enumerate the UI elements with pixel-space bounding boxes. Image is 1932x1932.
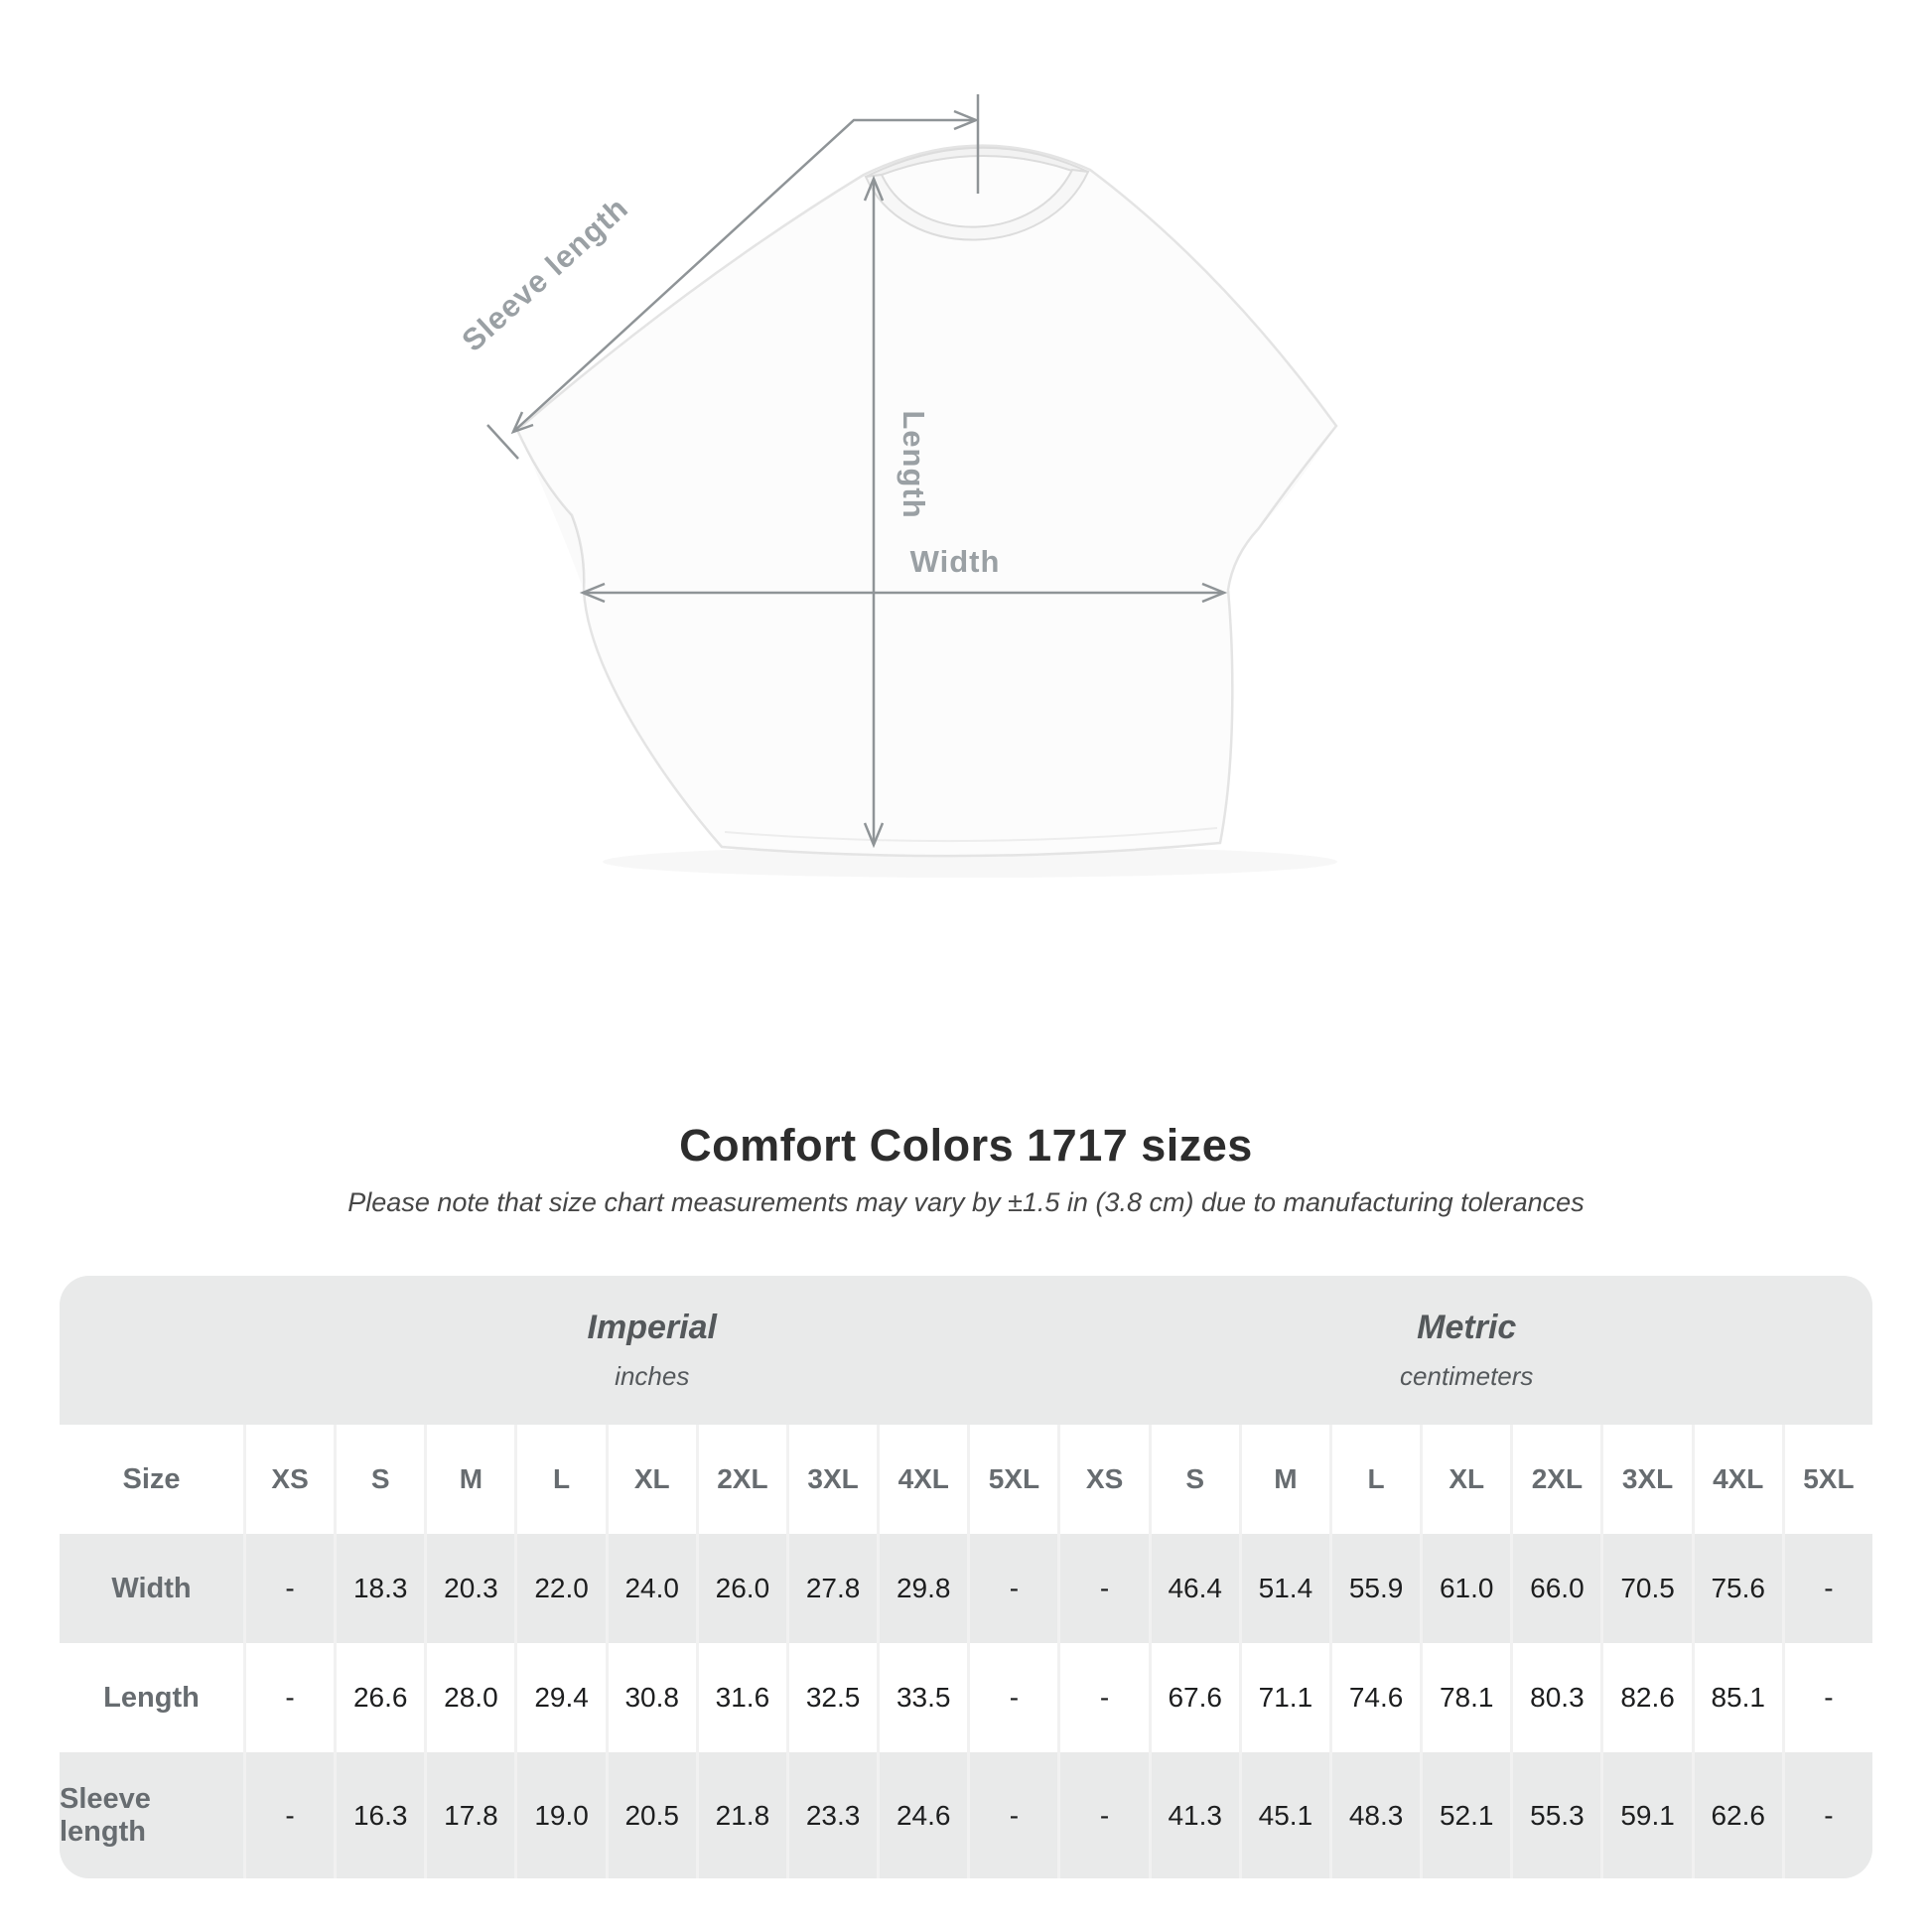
cell-sleeve-length-metric-m: 45.1 (1242, 1752, 1329, 1878)
cell-width-imperial-4xl: 29.8 (880, 1534, 967, 1643)
cell-width-metric-4xl: 75.6 (1695, 1534, 1782, 1643)
col-header-imperial-3xl: 3XL (789, 1425, 877, 1534)
col-header-metric-5xl: 5XL (1785, 1425, 1872, 1534)
cell-width-imperial-m: 20.3 (427, 1534, 514, 1643)
col-header-metric-m: M (1242, 1425, 1329, 1534)
width-label: Width (909, 544, 1001, 579)
cell-length-metric-s: 67.6 (1152, 1643, 1239, 1752)
col-header-imperial-xs: XS (246, 1425, 334, 1534)
cell-sleeve-length-imperial-2xl: 21.8 (699, 1752, 786, 1878)
table-row-sleeve-length (60, 1752, 1872, 1878)
cell-length-metric-2xl: 80.3 (1513, 1643, 1600, 1752)
cell-sleeve-length-metric-xl: 52.1 (1423, 1752, 1510, 1878)
length-label: Length (897, 410, 931, 519)
col-header-metric-l: L (1332, 1425, 1420, 1534)
col-header-metric-xs: XS (1060, 1425, 1148, 1534)
col-header-metric-4xl: 4XL (1695, 1425, 1782, 1534)
table-row-size-header (60, 1425, 1872, 1534)
cell-sleeve-length-imperial-4xl: 24.6 (880, 1752, 967, 1878)
cell-sleeve-length-metric-2xl: 55.3 (1513, 1752, 1600, 1878)
cell-width-metric-l: 55.9 (1332, 1534, 1420, 1643)
cell-length-imperial-xs: - (246, 1643, 334, 1752)
col-header-metric-3xl: 3XL (1603, 1425, 1691, 1534)
cell-sleeve-length-metric-l: 48.3 (1332, 1752, 1420, 1878)
col-header-imperial-m: M (427, 1425, 514, 1534)
cell-width-metric-5xl: - (1785, 1534, 1872, 1643)
cell-length-imperial-3xl: 32.5 (789, 1643, 877, 1752)
col-header-metric-s: S (1152, 1425, 1239, 1534)
cell-length-imperial-l: 29.4 (517, 1643, 605, 1752)
cell-length-metric-l: 74.6 (1332, 1643, 1420, 1752)
unit-header-band (60, 1276, 1872, 1425)
cell-sleeve-length-imperial-l: 19.0 (517, 1752, 605, 1878)
cell-length-metric-4xl: 85.1 (1695, 1643, 1782, 1752)
cell-length-imperial-4xl: 33.5 (880, 1643, 967, 1752)
cell-width-metric-xl: 61.0 (1423, 1534, 1510, 1643)
col-header-imperial-l: L (517, 1425, 605, 1534)
table-row-width (60, 1534, 1872, 1643)
cell-width-metric-s: 46.4 (1152, 1534, 1239, 1643)
col-header-metric-2xl: 2XL (1513, 1425, 1600, 1534)
sleeve-length-label: Sleeve length (455, 190, 635, 358)
cell-sleeve-length-metric-3xl: 59.1 (1603, 1752, 1691, 1878)
col-header-imperial-2xl: 2XL (699, 1425, 786, 1534)
cell-length-metric-5xl: - (1785, 1643, 1872, 1752)
size-table (60, 1276, 1872, 1878)
tolerance-note: Please note that size chart measurements may vary by ±1.5 in (3.8 cm) due to manufacturing tolerances (347, 1187, 1585, 1217)
col-header-imperial-5xl: 5XL (970, 1425, 1057, 1534)
cell-width-imperial-5xl: - (970, 1534, 1057, 1643)
cell-width-imperial-s: 18.3 (337, 1534, 424, 1643)
col-header-imperial-4xl: 4XL (880, 1425, 967, 1534)
size-column-header: Size (60, 1425, 243, 1534)
cell-length-imperial-2xl: 31.6 (699, 1643, 786, 1752)
row-label-width: Width (60, 1534, 243, 1643)
cell-width-metric-3xl: 70.5 (1603, 1534, 1691, 1643)
row-label-length: Length (60, 1643, 243, 1752)
cell-length-imperial-m: 28.0 (427, 1643, 514, 1752)
cell-length-imperial-xl: 30.8 (609, 1643, 696, 1752)
cell-width-imperial-l: 22.0 (517, 1534, 605, 1643)
metric-header (1061, 1276, 1873, 1425)
cell-sleeve-length-imperial-xl: 20.5 (609, 1752, 696, 1878)
cell-width-metric-2xl: 66.0 (1513, 1534, 1600, 1643)
col-header-imperial-s: S (337, 1425, 424, 1534)
cell-length-metric-3xl: 82.6 (1603, 1643, 1691, 1752)
cell-sleeve-length-metric-5xl: - (1785, 1752, 1872, 1878)
cell-length-metric-xs: - (1060, 1643, 1148, 1752)
heading-block (0, 1120, 1932, 1218)
cell-width-imperial-xs: - (246, 1534, 334, 1643)
cell-length-imperial-5xl: - (970, 1643, 1057, 1752)
cell-length-metric-xl: 78.1 (1423, 1643, 1510, 1752)
col-header-metric-xl: XL (1423, 1425, 1510, 1534)
cell-sleeve-length-imperial-xs: - (246, 1752, 334, 1878)
metric-label: Metric (1417, 1309, 1517, 1346)
cell-sleeve-length-metric-xs: - (1060, 1752, 1148, 1878)
cell-sleeve-length-imperial-s: 16.3 (337, 1752, 424, 1878)
page-title: Comfort Colors 1717 sizes (679, 1120, 1253, 1171)
cell-width-metric-m: 51.4 (1242, 1534, 1329, 1643)
cell-sleeve-length-imperial-m: 17.8 (427, 1752, 514, 1878)
imperial-sublabel: inches (615, 1361, 690, 1391)
row-label-sleeve-length: Sleeve length (60, 1752, 243, 1878)
cell-length-metric-m: 71.1 (1242, 1643, 1329, 1752)
table-row-length (60, 1643, 1872, 1752)
cell-width-imperial-2xl: 26.0 (699, 1534, 786, 1643)
cell-length-imperial-s: 26.6 (337, 1643, 424, 1752)
cell-sleeve-length-metric-s: 41.3 (1152, 1752, 1239, 1878)
cell-width-imperial-xl: 24.0 (609, 1534, 696, 1643)
cell-width-metric-xs: - (1060, 1534, 1148, 1643)
imperial-label: Imperial (587, 1309, 717, 1346)
cell-width-imperial-3xl: 27.8 (789, 1534, 877, 1643)
metric-sublabel: centimeters (1400, 1361, 1534, 1391)
cell-sleeve-length-metric-4xl: 62.6 (1695, 1752, 1782, 1878)
cell-sleeve-length-imperial-5xl: - (970, 1752, 1057, 1878)
size-table-grid (60, 1425, 1872, 1878)
cell-sleeve-length-imperial-3xl: 23.3 (789, 1752, 877, 1878)
col-header-imperial-xl: XL (609, 1425, 696, 1534)
imperial-header (246, 1276, 1058, 1425)
